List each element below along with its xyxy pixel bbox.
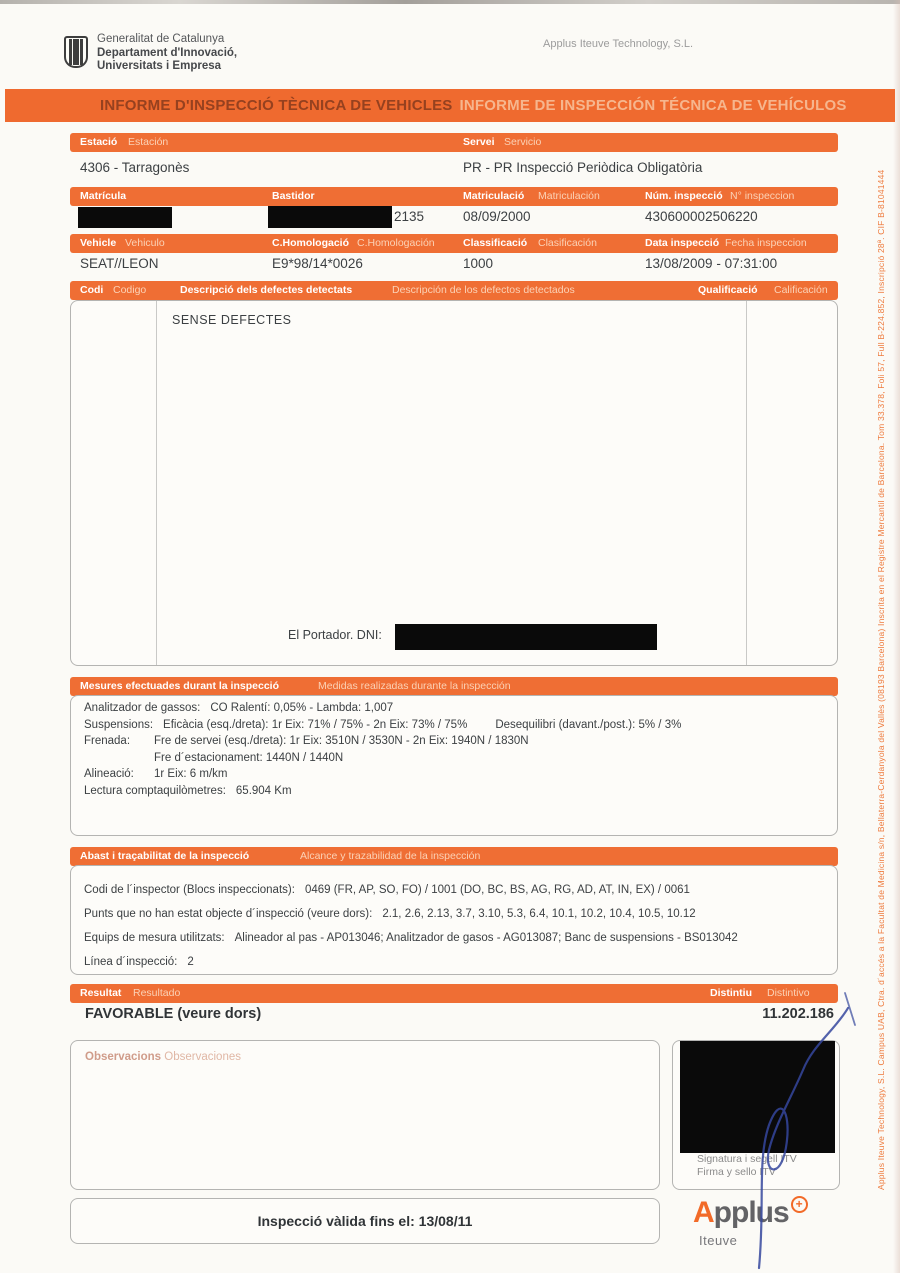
first-registration-label-es: Matriculación [538,190,600,202]
signature-label [697,1153,797,1179]
measure-label: Suspensions: [84,718,154,731]
org-identity [97,33,237,74]
report-title-bar [5,89,895,122]
legal-side-text: Applus Iteuve Technology, S.L. Campus UAB, Ctra. d´accés a la Facultat de Medicina s/n, Bellaterra-Cerdanyola del Vallès (08193 Barcelona) Inscrita en el Registre Mercantil de Barcelona. Tom 33.378, Foli 57, Full B-224.852, Inscripció 28ª. CIF B-81041444 [876,169,886,1190]
measure-label: Analitzador de gassos: [84,702,201,714]
station-label-ca: Estació [80,136,118,148]
result-header [70,984,838,1003]
measure-label: Alineació: [84,768,134,780]
scope-header [70,847,838,866]
report-title-ca: INFORME D'INSPECCIÓ TÈCNICA DE VEHICLES [100,97,453,114]
measure-line-parking-brake [84,750,824,767]
generalitat-senyera-icon [64,36,88,68]
qualification-label-es: Calificación [774,284,828,296]
station-label-es: Estación [128,136,169,148]
defects-header [70,281,838,300]
scope-label: Equips de mesura utilitzats: [84,932,225,944]
observations-label-es: Observaciones [164,1051,241,1063]
scan-edge-artifact [893,0,900,1273]
vehicle-label-ca: Vehicle [80,237,117,249]
badge-label-ca: Distintiu [710,987,752,999]
defects-column-divider [746,301,747,665]
scope-label: Línea d´inspecció: [84,956,178,968]
redacted-vin [268,206,392,228]
redacted-stamp [680,1041,835,1153]
measure-value: Fre d´estacionament: 1440N / 1440N [154,751,344,764]
plate-label: Matrícula [80,190,127,202]
homologation-label-ca: C.Homologació [272,237,350,249]
qualification-label-ca: Qualificació [698,284,758,296]
scope-title-ca: Abast i traçabilitat de la inspecció [80,850,250,862]
measure-line-suspension [84,717,824,734]
observations-label [85,1051,241,1063]
measures-lines [84,700,824,799]
applus-logo-a: A [693,1196,714,1229]
observations-box [70,1040,660,1190]
observations-label-ca: Observacions [85,1051,162,1063]
inspection-number-value: 430600002506220 [645,209,758,224]
measure-value: Fre de servei (esq./dreta): 1r Eix: 3510N / 3530N - 2n Eix: 1940N / 1830N [154,735,529,747]
inspection-number-label-ca: Núm. inspecció [645,190,723,202]
inspection-number-label-es: N° inspeccion [730,190,795,202]
station-value: 4306 - Tarragonès [80,160,190,175]
measure-label: Frenada: [84,735,131,747]
scope-line-uninspected-points [84,908,829,920]
measure-value: CO Ralentí: 0,05% - Lambda: 1,007 [210,702,394,714]
redacted-plate [78,207,172,228]
code-label-es: Codigo [113,284,147,296]
station-service-header [70,133,838,152]
inspection-date-label-ca: Data inspecció [645,237,720,249]
scope-lines [84,884,829,980]
inspection-date-label-es: Fecha inspeccion [725,237,807,249]
defects-description-label-ca: Descripció dels defectes detectats [180,284,353,296]
measure-line-alignment [84,766,824,783]
inspection-date-value: 13/08/2009 - 07:31:00 [645,256,778,271]
vin-label: Bastidor [272,190,315,202]
measure-label: Lectura comptaquilòmetres: [84,784,226,797]
signature-label-es: Firma y sello ITV [697,1166,776,1178]
bearer-dni-label: El Portador. DNI: [288,628,382,642]
result-label-ca: Resultat [80,987,122,999]
defects-table [70,300,838,666]
org-name: Generalitat de Catalunya [97,33,225,45]
scope-label: Codi de l´inspector (Blocs inspeccionats): [84,884,295,896]
scope-line-equipment [84,932,829,944]
vehicle-value: SEAT//LEON [80,256,159,271]
validity-box [70,1198,660,1244]
applus-plus-icon: + [791,1196,808,1213]
service-label-ca: Servei [463,136,495,148]
homologation-value: E9*98/14*0026 [272,256,363,271]
report-title-es: INFORME DE INSPECCIÓN TÉCNICA DE VEHÍCULOS [459,97,847,114]
applus-logo-sub: Iteuve [699,1233,738,1248]
scope-line-inspector [84,884,829,896]
company-name: Applus Iteuve Technology, S.L. [543,38,694,50]
scan-edge-artifact [0,0,900,4]
measure-line-odometer [84,783,824,800]
homologation-label-es: C.Homologación [357,237,435,249]
redacted-dni [395,624,657,650]
vin-visible-suffix: 2135 [394,209,425,224]
measure-extra: Desequilibri (davant./post.): 5% / 3% [495,718,682,731]
vehicle-label-es: Vehiculo [125,237,165,249]
measures-title-es: Medidas realizadas durante la inspección [318,680,511,692]
defects-column-divider [156,301,157,665]
measure-value: 65.904 Km [235,784,292,797]
classification-label-ca: Classificació [463,237,528,249]
first-registration-label-ca: Matriculació [463,190,525,202]
measure-line-gas [84,700,824,717]
defects-description-label-es: Descripción de los defectos detectados [392,284,575,296]
badge-label-es: Distintivo [767,987,810,999]
scope-value: 2.1, 2.6, 2.13, 3.7, 3.10, 5.3, 6.4, 10.1, 10.2, 10.4, 10.5, 10.12 [382,908,696,920]
measure-value: 1r Eix: 6 m/km [154,768,228,780]
signature-label-ca: Signatura i segell ITV [697,1153,797,1165]
org-department-line2: Universitats i Empresa [97,60,222,72]
scope-value: 2 [187,956,194,968]
result-label-es: Resultado [133,987,181,999]
vehicle-header [70,234,838,253]
validity-text: Inspecció vàlida fins el: 13/08/11 [257,1213,473,1229]
measures-header [70,677,838,696]
measures-title-ca: Mesures efectuades durant la inspecció [80,680,279,692]
applus-logo-rest: pplus [713,1196,789,1229]
service-value: PR - PR Inspecció Periòdica Obligatòria [463,160,703,175]
scope-label: Punts que no han estat objecte d´inspecció (veure dors): [84,908,373,920]
scope-line-lane [84,956,829,968]
measure-line-brakes [84,733,824,750]
code-label-ca: Codi [80,284,104,296]
scope-value: Alineador al pas - AP013046; Analitzador de gasos - AG013087; Banc de suspensions - BS013042 [234,932,738,944]
measure-value: Eficàcia (esq./dreta): 1r Eix: 71% / 75% - 2n Eix: 73% / 75% [163,718,468,731]
defects-body: SENSE DEFECTES [172,313,292,327]
classification-label-es: Clasificación [538,237,597,249]
badge-number: 11.202.186 [762,1006,834,1022]
applus-logo [693,1196,808,1230]
result-value: FAVORABLE (veure dors) [85,1006,262,1022]
scope-value: 0469 (FR, AP, SO, FO) / 1001 (DO, BC, BS, AG, RG, AD, AT, IN, EX) / 0061 [304,884,690,896]
org-department: Departament d'Innovació, [97,46,238,59]
first-registration-value: 08/09/2000 [463,209,531,224]
service-label-es: Servicio [504,136,542,148]
classification-value: 1000 [463,256,494,271]
registration-header [70,187,838,206]
scope-title-es: Alcance y trazabilidad de la inspección [300,850,481,862]
